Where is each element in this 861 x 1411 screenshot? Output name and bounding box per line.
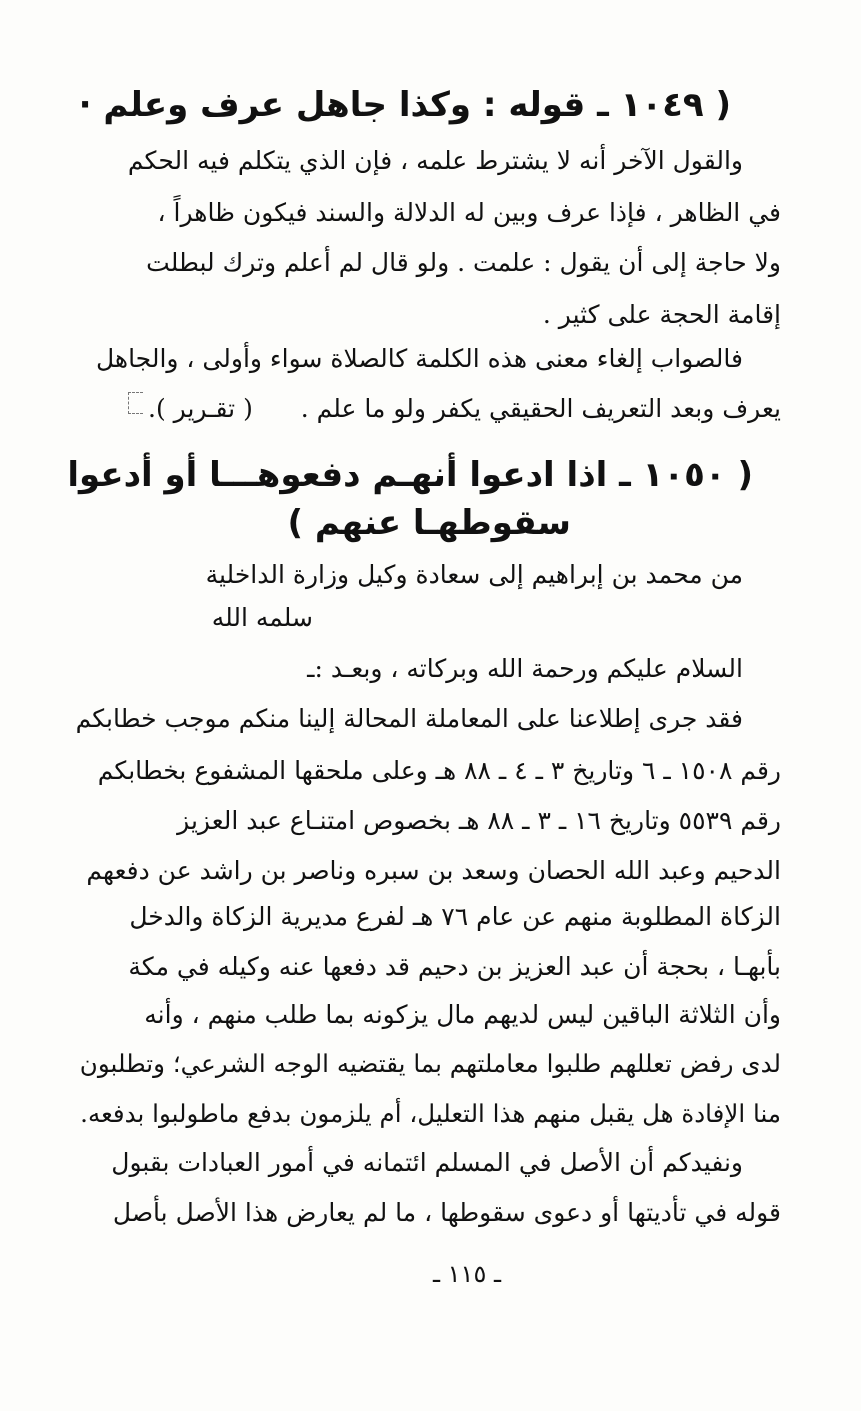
letter-sender-line: من محمد بن إبراهيم إلى سعادة وكيل وزارة الداخلية — [205, 560, 743, 589]
margin-bracket-mark — [128, 392, 143, 414]
body-line: الدحيم وعبد الله الحصان وسعد بن سبره وناصر بن راشد عن دفعهم — [86, 856, 781, 885]
body-line: ولا حاجة إلى أن يقول : علمت . ولو قال لم أعلم وترك لبطلت — [146, 248, 781, 277]
body-line: ونفيدكم أن الأصل في المسلم ائتمانه في أمور العبادات بقبول — [111, 1148, 743, 1177]
body-line: والقول الآخر أنه لا يشترط علمه ، فإن الذي يتكلم فيه الحكم — [127, 146, 743, 175]
body-line: فقد جرى إطلاعنا على المعاملة المحالة إلينا منكم موجب خطابكم — [75, 704, 743, 733]
body-line: في الظاهر ، فإذا عرف وبين له الدلالة والسند فيكون ظاهراً ، — [157, 198, 781, 227]
body-line: فالصواب إلغاء معنى هذه الكلمة كالصلاة سواء وأولى ، والجاهل — [95, 344, 743, 373]
section-heading-1049: ( ١٠٤٩ ـ قوله : وكذا جاهل عرف وعلم · — [78, 85, 731, 125]
letter-greeting: السلام عليكم ورحمة الله وبركاته ، وبعـد :ـ — [307, 654, 743, 683]
section-heading-1050-line2: سقوطهـا عنهم ) — [287, 503, 571, 543]
body-line: لدى رفض تعللهم طلبوا معاملتهم بما يقتضيه الوجه الشرعي؛ وتطلبون — [79, 1049, 781, 1078]
body-line: رقم ٥٥٣٩ وتاريخ ١٦ ـ ٣ ـ ٨٨ هـ بخصوص امتنـاع عبد العزيز — [177, 806, 781, 835]
body-line: إقامة الحجة على كثير . — [542, 300, 781, 329]
body-line: الزكاة المطلوبة منهم عن عام ٧٦ هـ لفرع مديرية الزكاة والدخل — [129, 902, 781, 931]
body-line: وأن الثلاثة الباقين ليس لديهم مال يزكونه بما طلب منهم ، وأنه — [144, 1000, 781, 1029]
body-line: رقم ١٥٠٨ ـ ٦ وتاريخ ٣ ـ ٤ ـ ٨٨ هـ وعلى ملحقها المشفوع بخطابكم — [97, 756, 781, 785]
page-number: ـ ١١٥ ـ — [432, 1260, 501, 1288]
source-note: ( تقـرير ). — [148, 394, 253, 423]
letter-blessing: سلمه الله — [211, 603, 313, 632]
body-line: منا الإفادة هل يقبل منهم هذا التعليل، أم يلزمون بدفع ماطولبوا بدفعه. — [80, 1099, 781, 1128]
body-line: يعرف وبعد التعريف الحقيقي يكفر ولو ما علم . — [300, 394, 781, 423]
body-line: بأبهـا ، بحجة أن عبد العزيز بن دحيم قد دفعها عنه وكيله في مكة — [128, 952, 781, 981]
body-line: قوله في تأديتها أو دعوى سقوطها ، ما لم يعارض هذا الأصل بأصل — [112, 1198, 781, 1227]
section-heading-1050-line1: ( ١٠٥٠ ـ اذا ادعوا أنهـم دفعوهـــا أو أدعوا — [67, 455, 753, 495]
